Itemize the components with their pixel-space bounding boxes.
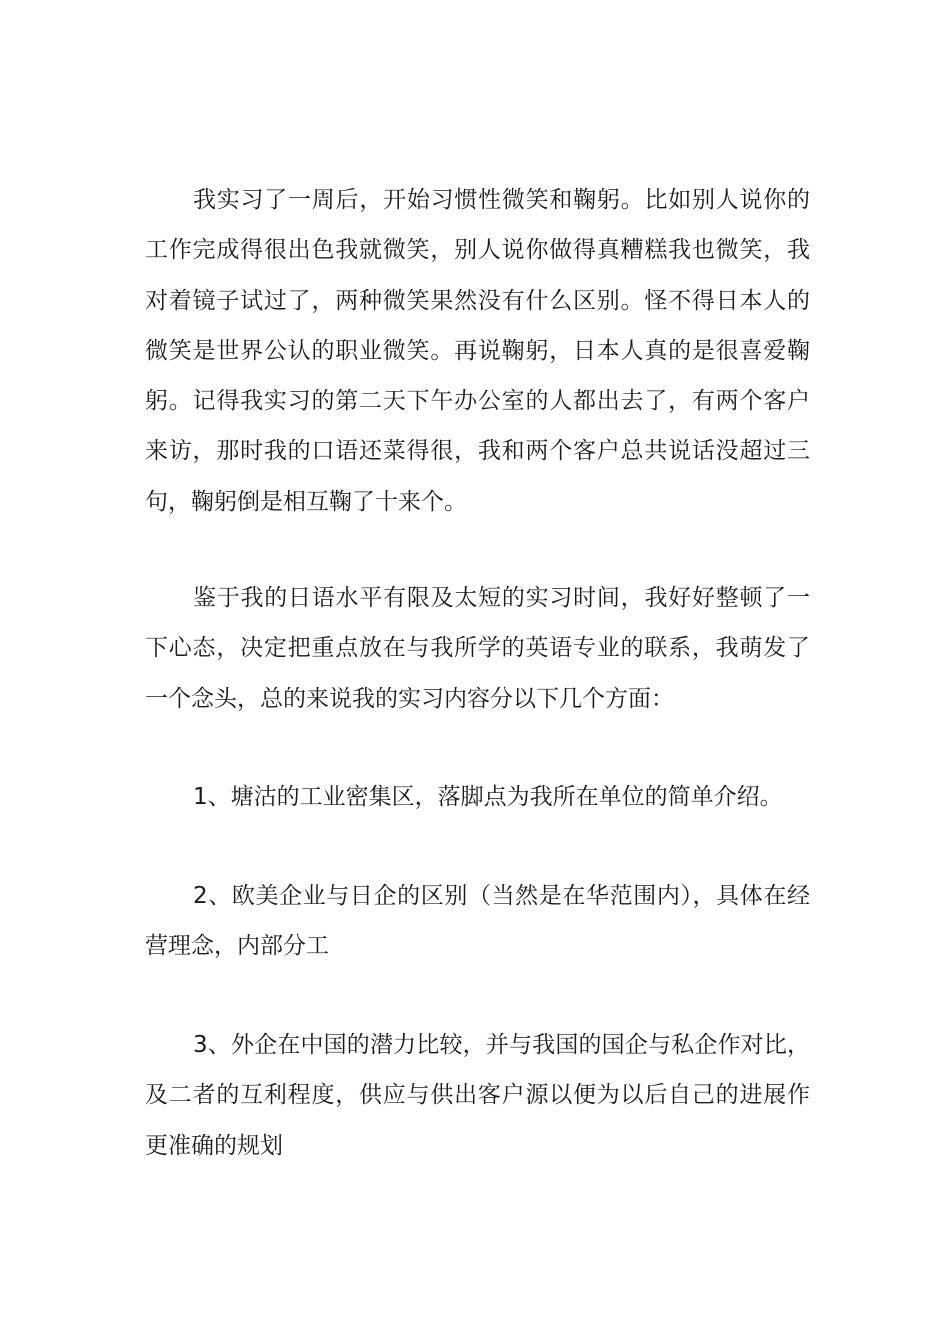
list-item-3: 3、外企在中国的潜力比较，并与我国的国企与私企作对比，及二者的互利程度，供应与供出客户源以便为以后自己的进展作更准确的规划 bbox=[145, 1032, 810, 1159]
paragraph-internship-focus: 鉴于我的日语水平有限及太短的实习时间，我好好整顿了一下心态，决定把重点放在与我所学的英语专业的联系，我萌发了一个念头，总的来说我的实习内容分以下几个方面： bbox=[145, 585, 810, 712]
paragraph-internship-smile-bow: 我实习了一周后，开始习惯性微笑和鞠躬。比如别人说你的工作完成得很出色我就微笑，别人说你做得真糟糕我也微笑，我对着镜子试过了，两种微笑果然没有什么区别。怪不得日本人的微笑是世界公认的职业微笑。再说鞠躬，日本人真的是很喜爱鞠躬。记得我实习的第二天下午办公室的人都出去了，有两个客户来访，那时我的口语还菜得很，我和两个客户总共说话没超过三句，鞠躬倒是相互鞠了十来个。 bbox=[145, 187, 810, 515]
list-item-2: 2、欧美企业与日企的区别（当然是在华范围内），具体在经营理念，内部分工 bbox=[145, 883, 810, 960]
list-item-1: 1、塘沽的工业密集区，落脚点为我所在单位的简单介绍。 bbox=[193, 784, 783, 810]
